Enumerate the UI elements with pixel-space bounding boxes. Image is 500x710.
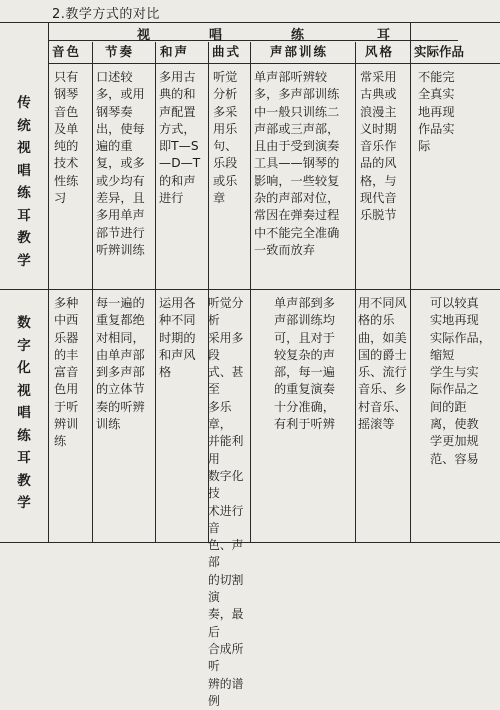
row-label-traditional: 传统视唱练耳教学 (17, 95, 31, 269)
col-header-part-training: 声部训练 (270, 44, 329, 59)
traditional-style-cell: 常采用 古典或 浪漫主 义时期 音乐作 品的风 格，与 现代音 乐脱节 (360, 70, 397, 223)
traditional-actual-works-cell: 不能完 全真实 地再现 作品实 际 (418, 70, 455, 154)
comparison-table (0, 22, 500, 708)
digital-timbre-cell: 多种 中西 乐器 的丰 富音 色用 于听 辨训 练 (54, 296, 79, 449)
traditional-part-training-cell: 单声部听辨较 多，多声部训练 中一般只训练二 声部或三声部， 且由于受到演奏 工具——钢琴的 影响，一些较复 杂的声部对位， 常因在弹奏过程 中不能完全准确 一致而放弃 (254, 70, 340, 257)
digital-style-cell: 用不同风 格的乐 曲，如美 国的爵士 乐、流行 音乐、乡 村音乐、 摇滚等 (358, 296, 407, 432)
digital-form-cell: 听觉分析 采用多段 式、甚至 多乐章， 并能利用 数字化技 术进行音 色、声部 的切割演 奏，最后 合成所听 辨的谱例 (208, 296, 244, 708)
digital-part-training-cell: 单声部到多 声部训练均 可，且对于 较复杂的声 部，每一遍 的重复演奏 十分准确， 有利于听辨 (274, 296, 335, 432)
col-divider-timbre (92, 42, 93, 542)
col-header-harmony: 和声 (160, 44, 190, 59)
col-header-style: 风格 (365, 44, 395, 59)
group-header-char: 视 (137, 28, 151, 43)
group-header-char: 唱 (209, 28, 223, 43)
traditional-harmony-cell: 多用古 典的和 声配置 方式， 即T—S —D—T 的和声 进行 (159, 70, 201, 206)
col-header-form: 曲式 (212, 44, 242, 59)
column-header-rule (48, 63, 500, 64)
col-divider-rhythm (155, 42, 156, 542)
digital-rhythm-cell: 每一遍的 重复都绝 对相同， 由单声部 到多声部 的立体节 奏的听辨 训练 (96, 296, 145, 432)
digital-actual-works-cell: 可以较真 实地再现 实际作品， 缩短 学生与实 际作品之 间的距 离，使教 学更加规 范、容易 (430, 296, 491, 466)
traditional-timbre-cell: 只有 钢琴 音色 及单 纯的 技术 性练 习 (54, 70, 79, 206)
digital-harmony-cell: 运用各 种不同 时期的 和声风 格 (159, 296, 196, 380)
section-heading: 2.教学方式的对比 (52, 7, 160, 22)
col-header-actual-works: 实际作品 (414, 44, 465, 59)
group-header-char: 练 (291, 28, 305, 43)
traditional-form-cell: 听觉 分析 多采 用乐 句、 乐段 或乐 章 (213, 70, 238, 206)
col-divider-parts (355, 42, 356, 542)
group-header (48, 24, 500, 42)
group-header-char: 耳 (377, 28, 391, 43)
traditional-rhythm-cell: 口述较 多，或用 钢琴奏 出，使每 遍的重 复，或多 或少均有 差异，且 多用单声 部节进行 听辨训练 (96, 70, 145, 257)
col-header-rhythm: 节奏 (105, 44, 135, 59)
col-divider-style (410, 22, 411, 542)
col-divider-label (48, 22, 49, 542)
col-header-timbre: 音色 (52, 44, 82, 59)
row-label-digital: 数字化视唱练耳教学 (17, 315, 31, 511)
